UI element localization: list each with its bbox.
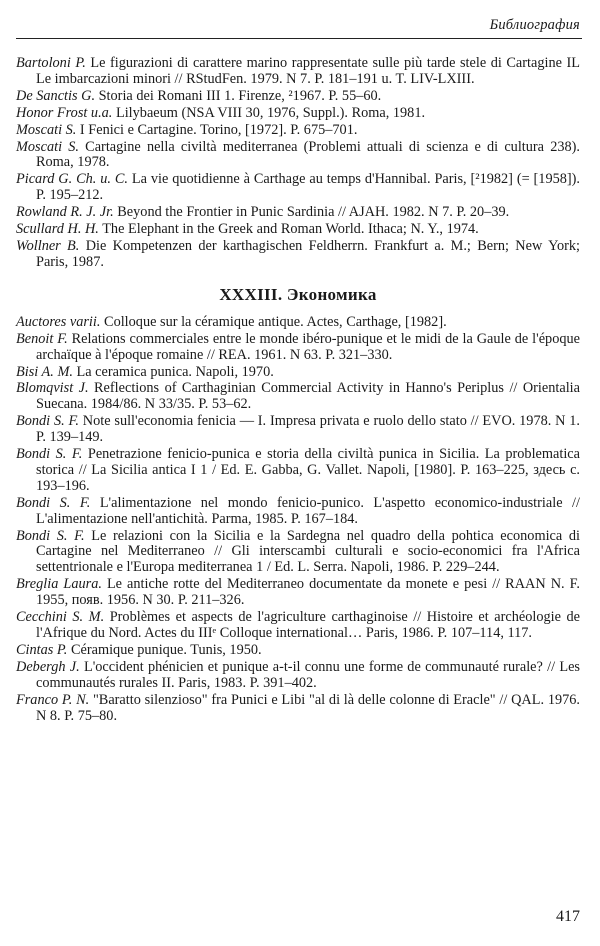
bibliography-entry (16, 577, 580, 609)
bibliography-content (16, 56, 580, 725)
entry-text: La ceramica punica. Napoli, 1970. (72, 363, 274, 380)
entry-text: Reflections of Carthaginian Commercial Activity in Hanno's Periplus // Orientalia Suecana. 1984/86. N 33/35. P. 53–62. (36, 380, 580, 413)
bibliography-entry (16, 643, 580, 659)
entry-author: Moscati S. (16, 138, 79, 155)
entry-author: Cecchini S. M. (16, 609, 105, 626)
bibliography-entry (16, 447, 580, 495)
entry-author: Cintas P. (16, 641, 68, 658)
bibliography-entry (16, 496, 580, 528)
entry-text: L'occident phénicien et punique a-t-il connu une forme de communauté rurale? // Les communautés rurales II. Paris, 1983. P. 391–402. (36, 658, 580, 691)
bibliography-entry (16, 222, 580, 238)
entry-text: Note sull'economia fenicia — I. Impresa privata e ruolo dello stato // EVO. 1978. N 1. P. 139–149. (36, 413, 580, 446)
entry-text: Beyond the Frontier in Punic Sardinia // AJAH. 1982. N 7. P. 20–39. (113, 204, 510, 221)
entry-text: La vie quotidienne à Carthage au temps d'Hannibal. Paris, [²1982] (= [1958]). P. 195–212. (36, 171, 580, 204)
entry-author: Honor Frost u.a. (16, 104, 113, 121)
section-heading: XXXIII. Экономика (219, 284, 377, 304)
entry-text: Le relazioni con la Sicilia e la Sardegna nel quadro della pohtica economica di Cartagine nel Mediterraneo // Gli interscambi culturali e socio-economici fra l'Africa settentrionale e l'Europa mediterranea 1 / Ed. L. Serra. Napoli, 1986. P. 229–244. (36, 527, 580, 576)
bibliography-entry (16, 106, 580, 122)
bibliography-entry (16, 660, 580, 692)
entry-text: Problèmes et aspects de l'agriculture carthaginoise // Histoire et archéologie de l'Afrique du Nord. Actes du IIIᵉ Colloque international… Paris, 1986. P. 107–114, 117. (36, 609, 580, 641)
bibliography-list-top (16, 56, 580, 271)
entry-author: Auctores varii. (16, 313, 101, 330)
bibliography-entry (16, 172, 580, 204)
entry-author: De Sanctis G. (16, 87, 96, 104)
entry-author: Scullard H. H. (16, 221, 99, 238)
bibliography-list-bottom (16, 315, 580, 725)
entry-text: Lilybaeum (NSA VIII 30, 1976, Suppl.). Roma, 1981. (112, 104, 426, 121)
entry-author: Moscati S. (16, 121, 77, 138)
bibliography-entry (16, 693, 580, 725)
entry-text: Cartagine nella civiltà mediterranea (Problemi attuali di scienza e di cultura 238). Roma, 1978. (36, 138, 580, 171)
entry-author: Debergh J. (16, 658, 80, 675)
bibliography-entry (16, 89, 580, 105)
page-number: 417 (556, 908, 580, 925)
running-header (16, 12, 582, 39)
bibliography-entry (16, 529, 580, 577)
entry-text: The Elephant in the Greek and Roman World. Ithaca; N. Y., 1974. (98, 221, 479, 238)
entry-text: "Baratto silenzioso" fra Punici e Libi "al di là delle colonne di Eracle" // QAL. 1976. N 8. P. 75–80. (36, 691, 580, 724)
bibliography-entry (16, 381, 580, 413)
entry-text: Storia dei Romani III 1. Firenze, ²1967. P. 55–60. (95, 87, 382, 104)
entry-text: Relations commerciales entre le monde ibéro-punique et le midi de la Gaule de l'époque archaïque à l'époque romaine // REA. 1961. N 63. P. 321–330. (36, 330, 580, 363)
bibliography-entry (16, 205, 580, 221)
running-title: Библиография (489, 17, 580, 33)
entry-text: I Fenici e Cartagine. Torino, [1972]. P. 675–701. (76, 121, 358, 138)
entry-author: Bondi S. F. (16, 527, 85, 544)
entry-author: Rowland R. J. Jr. (16, 204, 114, 221)
bibliography-entry (16, 332, 580, 364)
entry-text: Le antiche rotte del Mediterraneo documentate da monete e pesi // RAAN N. F. 1955, появ. 1956. N 30. P. 211–326. (36, 576, 581, 609)
entry-text: Penetrazione fenicio-punica e storia della civiltà punica in Sicilia. La problematica storica // La Sicilia antica I 1 / Ed. E. Gabba, G. Vallet. Napoli, [1980]. P. 163–225, здесь с. 193–196. (36, 446, 580, 494)
entry-author: Bartoloni P. (16, 55, 86, 71)
bibliography-entry (16, 414, 580, 446)
bibliography-entry (16, 315, 580, 331)
entry-text: Le figurazioni di carattere marino rappresentate sulle più tarde stele di Cartagine IL Le imbarcazioni minori // RStudFen. 1979. N 7. P. 181–191 u. T. LIV-LXIII. (36, 55, 580, 87)
bibliography-entry (16, 239, 580, 271)
entry-author: Bondi S. F. (16, 494, 91, 511)
entry-text: L'alimentazione nel mondo fenicio-punico. L'aspetto economico-industriale // L'alimentazione nell'antichità. Parma, 1985. P. 167–184. (36, 494, 580, 527)
bibliography-entry (16, 610, 580, 642)
entry-text: Céramique punique. Tunis, 1950. (67, 641, 262, 658)
entry-author: Bondi S. F. (16, 446, 83, 463)
bibliography-entry (16, 365, 580, 381)
entry-text: Colloque sur la céramique antique. Actes, Carthage, [1982]. (100, 313, 447, 330)
bibliography-entry (16, 56, 580, 88)
entry-author: Picard G. Ch. u. C. (16, 171, 128, 188)
entry-author: Wollner B. (16, 237, 80, 254)
bibliography-entry (16, 123, 580, 139)
entry-author: Blomqvist J. (16, 380, 89, 397)
entry-author: Breglia Laura. (16, 576, 102, 593)
entry-author: Franco P. N. (16, 691, 90, 708)
entry-text: Die Kompetenzen der karthagischen Feldherrn. Frankfurt a. M.; Bern; New York; Paris, 1987. (36, 237, 580, 270)
bibliography-entry (16, 140, 580, 172)
entry-author: Benoit F. (16, 330, 68, 347)
entry-author: Bondi S. F. (16, 413, 79, 430)
entry-author: Bisi A. M. (16, 363, 73, 380)
